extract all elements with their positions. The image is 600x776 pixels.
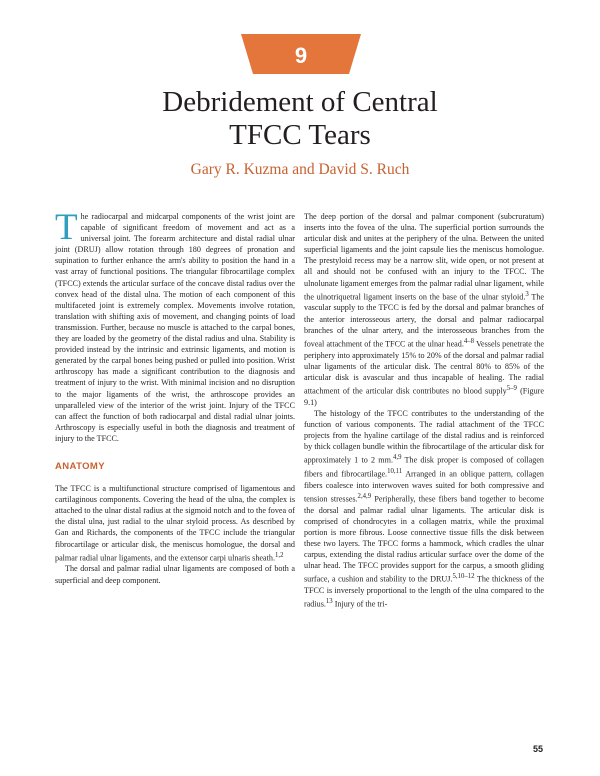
chapter-title-line-1: Debridement of Central xyxy=(162,86,438,118)
chapter-title xyxy=(60,86,540,152)
citation: 10,11 xyxy=(387,467,403,475)
figure-reference: (Figure 9.1) xyxy=(304,386,544,407)
section-heading-anatomy: ANATOMY xyxy=(55,460,105,472)
left-column xyxy=(55,207,295,586)
chapter-number: 9 xyxy=(294,43,308,68)
citation: 4,9 xyxy=(392,454,402,462)
chapter-number-tab xyxy=(241,34,361,74)
vascular-paragraph: The deep portion of the dorsal and palmar component (subcruratum) inserts into the fovea of the ulna. The superficial portion surrounds the articular disk and unites at the periphery of the ulna. Between the united superficial ligaments and the joint capsule lies the meniscus homologue. The prestyloid recess may be a narrow slit, wide open, or not present at all and should not be confused with an injury to the TFCC. The ulnolunate ligament emerges from the palmar radial ulnar ligament, while the ulnotriquetral ligament inserts on the base of the ulnar styloid.$^3$ The vascular supply to the TFCC is fed by the dorsal and palmar branches of the anterior interosseous artery, the dorsal and palmar radiocarpal branches of the ulnar artery, and the interosseous branches from the foveal attachment of the TFCC at the ulnar head.$^{4-8}$ Vessels penetrate the periphery into approximately 15% to 20% of the dorsal and palmar radial ulnar ligaments of the articular disk. The central 80% to 85% of the articular disk is avascular and thus incapable of healing. The radial attachment of the articular disk contributes no blood supply$^{5-9}$ (Figure 9.1) xyxy=(304,212,544,407)
authors: Gary R. Kuzma and David S. Ruch xyxy=(190,161,410,178)
right-column xyxy=(304,211,544,610)
citation: 4–8 xyxy=(463,337,475,345)
page-number: 55 xyxy=(532,744,543,754)
intro-text: he radiocarpal and midcarpal components of the wrist joint are capable of significant freedom of movement and act as a universal joint. The forearm architecture and distal radial ulnar joint (DRUJ) allow rotation through 180 degrees of pronation and supination to further enhance the arm's ability to position the hand in a vast array of functional positions. The triangular fibrocartilage complex (TFCC) extends the articular surface of the concave distal radius over the convex head of the distal ulna. The motion of each component of this multifaceted joint is extremely complex. Movements involve rotation, translation with shifting axis of movement, and changing points of load transmission. Further, because no muscle is attached to the carpal bones, they are loaded by the geometry of the distal radius and ulna. Stability is provided instead by the intrinsic and extrinsic ligaments, and motion is generated by the carpal bones being pushed or pulled into position. Wrist arthroscopy has made a significant contribution to the diagnosis and treatment of injury to the wrist. With minimal incision and no disruption to the major ligaments of the wrist, the arthroscope provides an unparalleled view of the interior of the wrist joint. Injury of the TFCC can affect the function of both radiocarpal and distal radial ulnar joints. Arthroscopy is especially useful in both the diagnosis and treatment of injury to the TFCC. xyxy=(55,212,295,443)
citation: 5,10–12 xyxy=(452,573,475,581)
chapter-title-line-2: TFCC Tears xyxy=(229,119,371,151)
histology-paragraph: The histology of the TFCC contributes to the understanding of the function of various components. The radial attachment of the TFCC projects from the hyaline cartilage of the distal radius and is reinforced by thick collagen bundle within the fibrocartilage of the articular disk for approximately 1 to 2 mm.$^{4,9}$ The disk proper is composed of collagen fibers and fibrocartilage.$^{10,11}$ Arranged in an oblique pattern, collagen fibers coalesce into interwoven waves suited for both compressive and tension stresses.$^{2,4,9}$ Peripherally, these fibers band together to become the dorsal and palmar radial ulnar ligaments. The articular disk is comprised of chondrocytes in a collagen matrix, while the proximal portion is more fibrous. Loose connective tissue fills the disk between these two layers. The TFCC forms a hammock, which cradles the ulnar carpus, extending the distal radius articular surface over the dome of the ulnar head. The TFCC provides support for the carpus, a smooth gliding surface, a cushion and stability to the DRUJ.$^{5,10-12}$ The thickness of the TFCC is inversely proportional to the length of the ulna compared to the radius.$^{13}$ Injury of the tri- xyxy=(304,408,545,609)
intro-paragraph xyxy=(55,207,295,444)
citation: 1,2 xyxy=(274,551,284,559)
citation: 3 xyxy=(525,290,529,298)
anatomy-paragraph-2: The dorsal and palmar radial ulnar ligaments are composed of both a superficial and deep component. xyxy=(55,564,295,585)
drop-cap: T xyxy=(55,207,78,248)
anatomy-paragraph-1: The TFCC is a multifunctional structure comprised of ligamentous and cartilaginous components. Covering the head of the ulna, the complex is attached to the ulnar distal radius at the sigmoid notch and to the fovea of the distal ulna, just radial to the ulnar styloid process. As described by Gan and Richards, the components of the TFCC include the triangular fibrocartilage or articular disk, the meniscus homologue, the dorsal and palmar radial ulnar ligaments, and the extensor carpi ulnaris sheath.$^{1,2}$ xyxy=(55,484,295,563)
citation: 2,4,9 xyxy=(357,492,372,500)
citation: 13 xyxy=(325,598,333,606)
citation: 5–9 xyxy=(506,384,517,392)
